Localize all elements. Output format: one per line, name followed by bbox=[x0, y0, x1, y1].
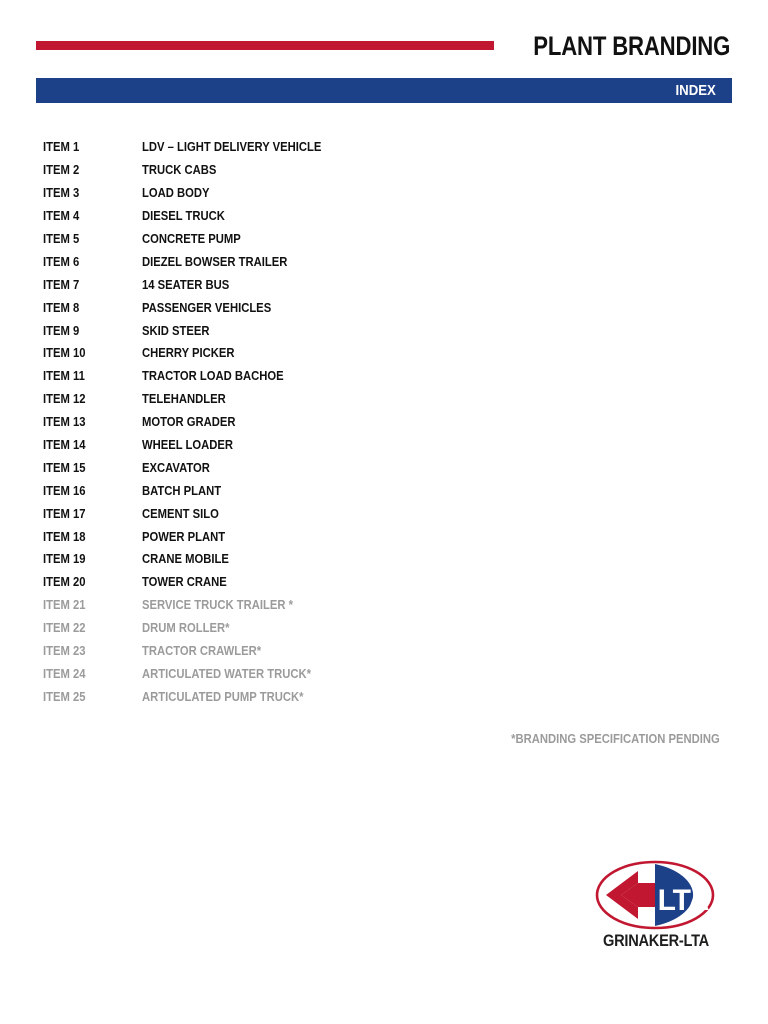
item-number: ITEM 16 bbox=[43, 483, 86, 498]
item-number: ITEM 23 bbox=[43, 644, 86, 659]
item-description: ARTICULATED PUMP TRUCK* bbox=[142, 689, 304, 704]
index-row bbox=[43, 662, 341, 685]
brand-name: GRINAKER-LTA bbox=[602, 931, 709, 950]
index-row bbox=[43, 617, 341, 640]
item-number: ITEM 8 bbox=[43, 300, 80, 315]
index-row bbox=[43, 502, 341, 525]
item-number: ITEM 17 bbox=[43, 506, 86, 521]
item-number: ITEM 14 bbox=[43, 438, 86, 453]
index-bar bbox=[36, 78, 732, 103]
item-description: PASSENGER VEHICLES bbox=[142, 300, 272, 315]
index-row bbox=[43, 136, 341, 159]
index-row bbox=[43, 342, 341, 365]
index-row bbox=[43, 205, 341, 228]
item-number: ITEM 12 bbox=[43, 392, 86, 407]
item-description: SERVICE TRUCK TRAILER * bbox=[142, 598, 294, 613]
item-description: TELEHANDLER bbox=[142, 392, 226, 407]
item-description: POWER PLANT bbox=[142, 529, 226, 544]
index-row bbox=[43, 365, 341, 388]
item-description: CRANE MOBILE bbox=[142, 552, 229, 567]
index-row bbox=[43, 571, 341, 594]
index-row bbox=[43, 640, 341, 663]
item-description: BATCH PLANT bbox=[142, 483, 222, 498]
index-row bbox=[43, 685, 341, 708]
item-description: DRUM ROLLER* bbox=[142, 621, 230, 636]
item-description: DIEZEL BOWSER TRAILER bbox=[142, 254, 288, 269]
item-number: ITEM 11 bbox=[43, 369, 85, 384]
index-footnote: *BRANDING SPECIFICATION PENDING bbox=[511, 732, 720, 746]
item-number: ITEM 15 bbox=[43, 460, 86, 475]
header-red-rule bbox=[36, 41, 494, 50]
item-description: TRUCK CABS bbox=[142, 163, 217, 178]
item-description: 14 SEATER BUS bbox=[142, 277, 230, 292]
index-row bbox=[43, 319, 341, 342]
item-number: ITEM 3 bbox=[43, 186, 80, 201]
item-description: TRACTOR CRAWLER* bbox=[142, 644, 262, 659]
item-description: LOAD BODY bbox=[142, 186, 210, 201]
index-row bbox=[43, 479, 341, 502]
item-description: TRACTOR LOAD BACHOE bbox=[142, 369, 284, 384]
item-description: MOTOR GRADER bbox=[142, 415, 236, 430]
index-row bbox=[43, 456, 341, 479]
item-number: ITEM 5 bbox=[43, 232, 80, 246]
item-description: CEMENT SILO bbox=[142, 506, 219, 521]
page-title: PLANT BRANDING bbox=[533, 31, 730, 61]
item-number: ITEM 20 bbox=[43, 575, 86, 590]
item-number: ITEM 2 bbox=[43, 163, 80, 178]
item-description: CHERRY PICKER bbox=[142, 346, 235, 361]
item-description: SKID STEER bbox=[142, 323, 210, 338]
item-number: ITEM 9 bbox=[43, 323, 80, 338]
index-row bbox=[43, 594, 341, 617]
index-list bbox=[43, 136, 341, 708]
index-row bbox=[43, 388, 341, 411]
index-row bbox=[43, 548, 341, 571]
item-number: ITEM 4 bbox=[43, 209, 80, 224]
index-label: INDEX bbox=[675, 82, 716, 99]
item-description: TOWER CRANE bbox=[142, 575, 227, 590]
item-number: ITEM 21 bbox=[43, 598, 86, 613]
index-row bbox=[43, 525, 341, 548]
index-row bbox=[43, 228, 341, 251]
item-number: ITEM 10 bbox=[43, 346, 86, 361]
item-number: ITEM 19 bbox=[43, 552, 86, 567]
item-description: LDV – LIGHT DELIVERY VEHICLE bbox=[142, 140, 322, 155]
item-number: ITEM 25 bbox=[43, 689, 86, 704]
item-number: ITEM 7 bbox=[43, 277, 80, 292]
item-number: ITEM 22 bbox=[43, 621, 86, 636]
item-description: WHEEL LOADER bbox=[142, 438, 234, 453]
index-row bbox=[43, 411, 341, 434]
index-row bbox=[43, 159, 341, 182]
index-row bbox=[43, 250, 341, 273]
index-row bbox=[43, 434, 341, 457]
item-number: ITEM 24 bbox=[43, 666, 86, 681]
logo-mark-text: LTA bbox=[657, 884, 709, 917]
item-number: ITEM 6 bbox=[43, 254, 80, 269]
item-number: ITEM 13 bbox=[43, 415, 86, 430]
item-description: EXCAVATOR bbox=[142, 460, 210, 475]
index-row bbox=[43, 273, 341, 296]
index-row bbox=[43, 182, 341, 205]
item-number: ITEM 1 bbox=[43, 140, 80, 155]
index-row bbox=[43, 296, 341, 319]
item-description: DIESEL TRUCK bbox=[142, 209, 225, 224]
lta-logo-mark-icon bbox=[592, 858, 718, 936]
item-description: CONCRETE PUMP bbox=[142, 232, 241, 246]
item-number: ITEM 18 bbox=[43, 529, 86, 544]
item-description: ARTICULATED WATER TRUCK* bbox=[142, 666, 311, 681]
